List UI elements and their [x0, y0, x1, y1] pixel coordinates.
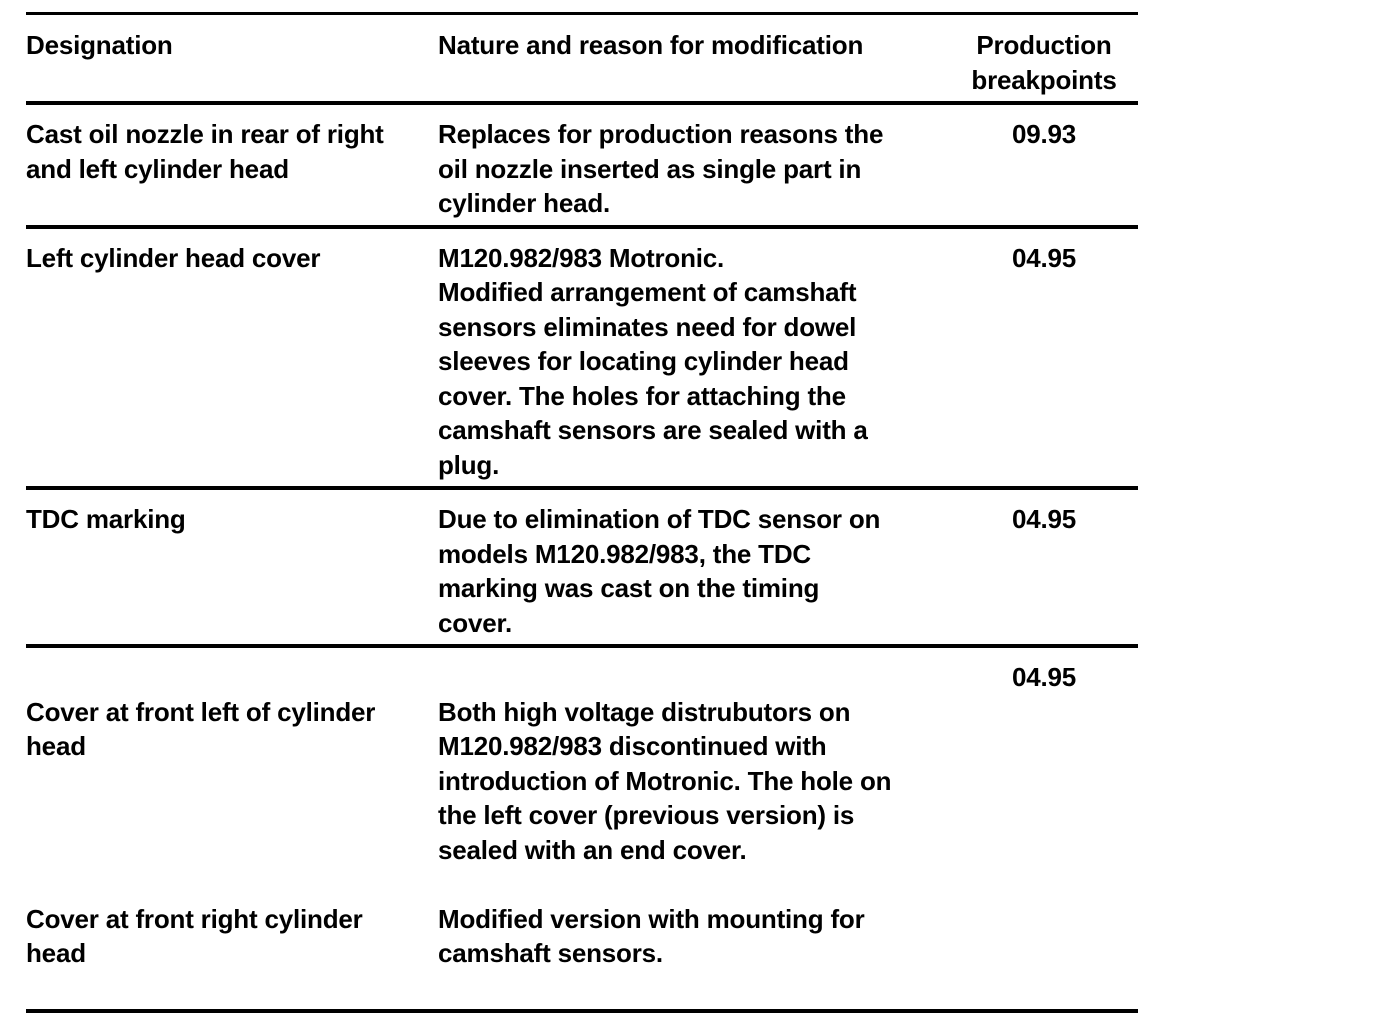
- row-nature-group: [438, 660, 950, 1005]
- row-breakpoint: 04.95: [1011, 504, 1077, 534]
- row-sub-nature: Modified version with mounting for camshaft sensors.: [438, 903, 865, 968]
- row-breakpoint: 09.93: [1011, 119, 1077, 149]
- row-designation: Cast oil nozzle in rear of right and left cylinder head: [26, 119, 384, 184]
- header-breakpoints: Production breakpoints: [971, 30, 1117, 95]
- header-nature: Nature and reason for modification: [438, 30, 864, 60]
- table-header-row: [26, 15, 1138, 101]
- table-row: [26, 490, 1138, 644]
- row-designation: Cover at front left of cylinder head: [26, 696, 376, 761]
- row-nature: Both high voltage distrubutors on M120.982/983 discontinued with introduction of Motronic. The hole on the left cover (previous version) is sealed with an end cover.: [438, 696, 892, 865]
- row-breakpoint: 04.95: [1011, 242, 1077, 273]
- header-designation: Designation: [26, 30, 173, 60]
- row-breakpoint: 04.95: [1011, 662, 1077, 692]
- row-designation-group: [26, 660, 438, 1005]
- table-row: [26, 105, 1138, 225]
- row-designation: TDC marking: [26, 504, 186, 534]
- table-bottom-rule: [26, 1009, 1138, 1013]
- row-nature: Due to elimination of TDC sensor on models M120.982/983, the TDC marking was cast on the timing cover.: [438, 504, 881, 638]
- modification-table: [26, 12, 1138, 1013]
- row-sub-designation: Cover at front right cylinder head: [26, 903, 363, 968]
- table-row: [26, 229, 1138, 487]
- row-nature: Replaces for production reasons the oil nozzle inserted as single part in cylinder head.: [438, 119, 884, 218]
- row-nature: M120.982/983 Motronic. Modified arrangement of camshaft sensors eliminates need for dowel sleeves for locating cylinder head cover. The holes for attaching the camshaft sensors are sealed with a plug.: [438, 242, 868, 480]
- row-designation: Left cylinder head cover: [26, 242, 321, 273]
- table-row: [26, 648, 1138, 1009]
